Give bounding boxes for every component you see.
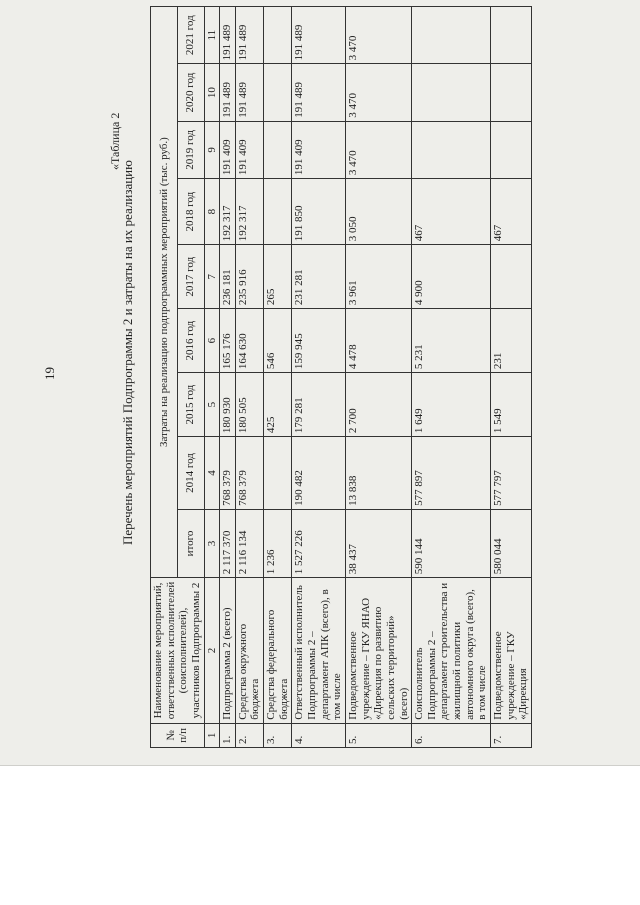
cell-2017: 231 281 — [292, 245, 346, 309]
cell-2021: 191 489 — [292, 7, 346, 64]
cell-total: 2 116 134 — [235, 509, 263, 577]
header-costs-group: Затраты на реализацию подпрограммных мероприятий (тыс. руб.) — [151, 7, 178, 578]
column-number: 10 — [204, 64, 220, 121]
row-name: Средства федерального бюджета — [264, 578, 292, 724]
row-number: 1. — [220, 723, 236, 747]
table-row — [264, 7, 292, 748]
cell-2020 — [264, 64, 292, 121]
cell-2020: 3 470 — [345, 64, 411, 121]
row-name: Соисполнитель Подпрограммы 2 – департамент строительства и жилищной политики автономного округа (всего), в том числе — [412, 578, 491, 724]
row-number: 2. — [235, 723, 263, 747]
cell-2020: 191 489 — [235, 64, 263, 121]
costs-table — [150, 6, 532, 748]
header-year: 2021 год — [177, 7, 204, 64]
page-number: 19 — [42, 367, 57, 380]
cell-2021 — [264, 7, 292, 64]
column-number: 5 — [204, 373, 220, 437]
cell-2014: 768 379 — [235, 437, 263, 510]
cell-2020 — [412, 64, 491, 121]
cell-2019: 191 409 — [220, 121, 236, 178]
cell-2016: 164 630 — [235, 309, 263, 373]
cell-2021 — [412, 7, 491, 64]
cell-2021: 191 489 — [235, 7, 263, 64]
cell-2015: 1 549 — [491, 373, 532, 437]
cell-2021: 3 470 — [345, 7, 411, 64]
column-number: 6 — [204, 309, 220, 373]
table-row — [220, 7, 236, 748]
row-name: Подпрограмма 2 (всего) — [220, 578, 236, 724]
cell-2019 — [412, 121, 491, 178]
row-name: Подведомственное учреждение – ГКУ «Дирекция — [491, 578, 532, 724]
column-number: 8 — [204, 179, 220, 245]
cell-2015: 180 505 — [235, 373, 263, 437]
row-name: Подведомственное учреждение – ГКУ ЯНАО «Дирекция по развитию сельских территорий» (всего) — [345, 578, 411, 724]
cell-2017: 4 900 — [412, 245, 491, 309]
cell-total: 590 144 — [412, 509, 491, 577]
cell-2020 — [491, 64, 532, 121]
cell-2014 — [264, 437, 292, 510]
cell-2018: 191 850 — [292, 179, 346, 245]
cell-2014: 190 482 — [292, 437, 346, 510]
cell-2017: 235 916 — [235, 245, 263, 309]
table-row — [235, 7, 263, 748]
cell-2017: 236 181 — [220, 245, 236, 309]
cell-2018 — [264, 179, 292, 245]
cell-2014: 13 838 — [345, 437, 411, 510]
cell-2014: 577 897 — [412, 437, 491, 510]
header-row-1 — [151, 7, 178, 748]
header-name: Наименование мероприятий, ответственных исполнителей (соисполнителей), участников Подпрограммы 2 — [151, 578, 205, 724]
cell-2015: 180 930 — [220, 373, 236, 437]
cell-total: 1 236 — [264, 509, 292, 577]
header-year: 2020 год — [177, 64, 204, 121]
cell-2015: 179 281 — [292, 373, 346, 437]
table-row — [412, 7, 491, 748]
header-num: № п/п — [151, 723, 205, 747]
column-number: 2 — [204, 578, 220, 724]
row-number: 7. — [491, 723, 532, 747]
row-number: 5. — [345, 723, 411, 747]
cell-2017: 3 961 — [345, 245, 411, 309]
row-number: 3. — [264, 723, 292, 747]
cell-2020: 191 489 — [292, 64, 346, 121]
cell-2019 — [491, 121, 532, 178]
cell-2021: 191 489 — [220, 7, 236, 64]
row-number: 6. — [412, 723, 491, 747]
column-number: 9 — [204, 121, 220, 178]
header-year: 2018 год — [177, 179, 204, 245]
cell-2019: 191 409 — [235, 121, 263, 178]
column-number: 1 — [204, 723, 220, 747]
cell-2015: 2 700 — [345, 373, 411, 437]
cell-2014: 577 797 — [491, 437, 532, 510]
header-year: 2015 год — [177, 373, 204, 437]
header-year: 2017 год — [177, 245, 204, 309]
cell-2015: 1 649 — [412, 373, 491, 437]
cell-2016: 5 231 — [412, 309, 491, 373]
cell-2016: 159 945 — [292, 309, 346, 373]
column-numbers-row — [204, 7, 220, 748]
table-row — [345, 7, 411, 748]
cell-2019: 3 470 — [345, 121, 411, 178]
row-name: Ответственный исполнитель Подпрограммы 2 – департамент АПК (всего), в том числе — [292, 578, 346, 724]
cell-2015: 425 — [264, 373, 292, 437]
cell-2020: 191 489 — [220, 64, 236, 121]
table-title: Перечень мероприятий Подпрограммы 2 и затраты на их реализацию — [120, 160, 135, 545]
table-row — [491, 7, 532, 748]
row-name: Средства окружного бюджета — [235, 578, 263, 724]
cell-total: 2 117 370 — [220, 509, 236, 577]
cell-total: 580 044 — [491, 509, 532, 577]
cell-2018: 192 317 — [235, 179, 263, 245]
cell-2018: 3 050 — [345, 179, 411, 245]
cell-2016: 231 — [491, 309, 532, 373]
column-number: 11 — [204, 7, 220, 64]
table-caption: «Таблица 2 — [108, 112, 122, 170]
column-number: 7 — [204, 245, 220, 309]
cell-2016: 546 — [264, 309, 292, 373]
table-row — [292, 7, 346, 748]
cell-2014: 768 379 — [220, 437, 236, 510]
cell-2019 — [264, 121, 292, 178]
header-year: 2016 год — [177, 309, 204, 373]
cell-2018: 467 — [491, 179, 532, 245]
row-number: 4. — [292, 723, 346, 747]
column-number: 3 — [204, 509, 220, 577]
header-year: 2019 год — [177, 121, 204, 178]
cell-2018: 192 317 — [220, 179, 236, 245]
cell-2019: 191 409 — [292, 121, 346, 178]
cell-2017 — [491, 245, 532, 309]
cell-2017: 265 — [264, 245, 292, 309]
cell-2018: 467 — [412, 179, 491, 245]
header-year: 2014 год — [177, 437, 204, 510]
cell-total: 38 437 — [345, 509, 411, 577]
cell-2021 — [491, 7, 532, 64]
column-number: 4 — [204, 437, 220, 510]
cell-2016: 4 478 — [345, 309, 411, 373]
cell-2016: 165 176 — [220, 309, 236, 373]
scan-edge — [0, 765, 640, 766]
cell-total: 1 527 226 — [292, 509, 346, 577]
header-total: итого — [177, 509, 204, 577]
